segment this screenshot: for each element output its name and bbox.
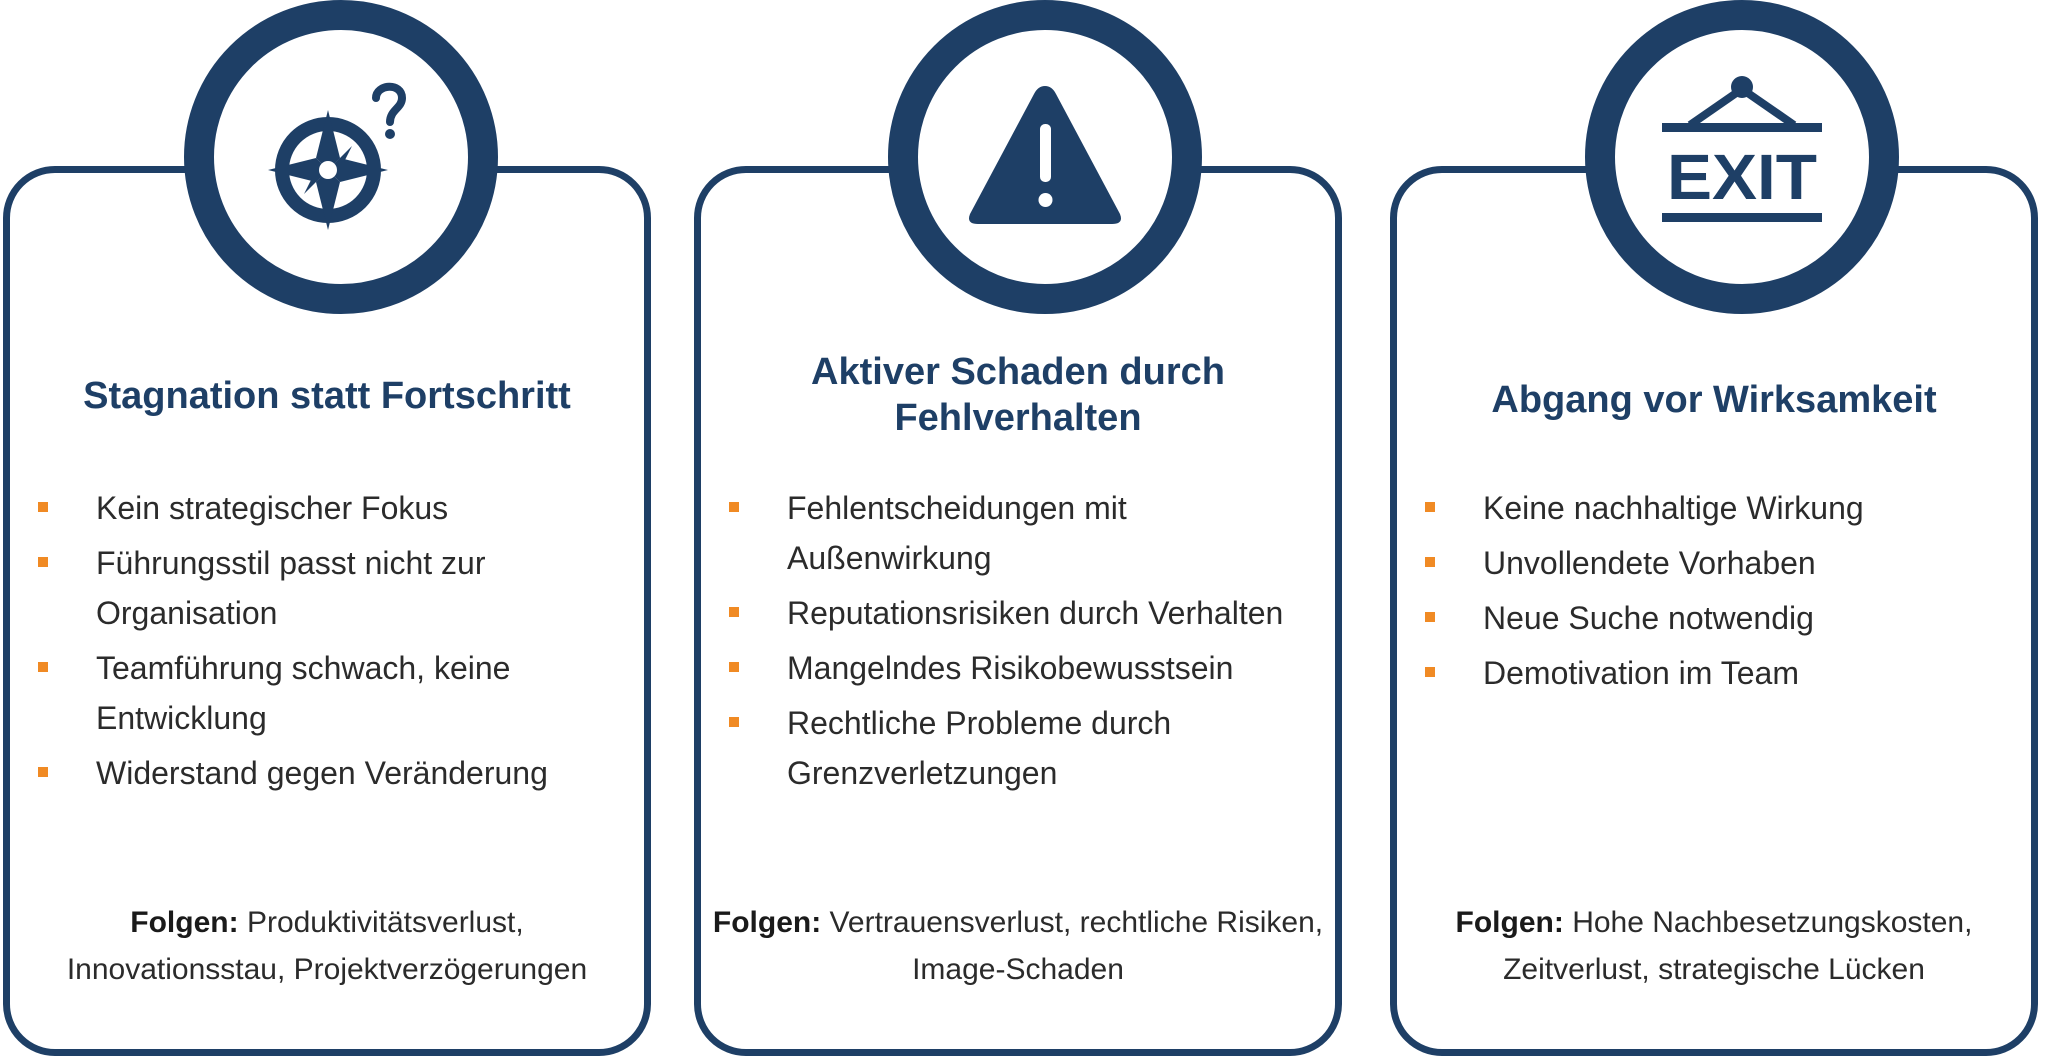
bullet-marker (1425, 557, 1435, 567)
bullet-marker (729, 502, 739, 512)
list-item: Reputationsrisiken durch Verhalten (729, 588, 1317, 638)
bullet-marker (38, 502, 48, 512)
bullet-marker (38, 662, 48, 672)
bullet-list (1425, 483, 2013, 703)
bullet-marker (729, 717, 739, 727)
bullet-marker (38, 557, 48, 567)
list-item: Mangelndes Risikobewusstsein (729, 643, 1317, 693)
exit-sign-icon (1652, 67, 1832, 247)
consequence-text: Folgen: Vertrauensverlust, rechtliche Risiken, Image-Schaden (712, 906, 1324, 986)
compass-question-icon (256, 72, 426, 242)
card-title: Aktiver Schaden durch Fehlverhalten (811, 351, 1225, 439)
list-item: Teamführung schwach, keine Entwicklung (38, 643, 626, 743)
consequence-text: Folgen: Hohe Nachbesetzungskosten, Zeitverlust, strategische Lücken (1455, 906, 1973, 986)
card-title: Abgang vor Wirksamkeit (1491, 379, 1937, 421)
list-item: Neue Suche notwendig (1425, 593, 2013, 643)
icon-badge (184, 0, 498, 314)
bullet-marker (729, 662, 739, 672)
list-item: Fehlentscheidungen mit Außenwirkung (729, 483, 1317, 583)
list-item: Widerstand gegen Veränderung (38, 748, 626, 798)
list-item: Keine nachhaltige Wirkung (1425, 483, 2013, 533)
bullet-marker (1425, 667, 1435, 677)
list-item: Unvollendete Vorhaben (1425, 538, 2013, 588)
consequence-label: Folgen: (712, 906, 822, 939)
consequence-text: Folgen: Produktivitätsverlust, Innovationsstau, Projektverzögerungen (66, 906, 588, 986)
bullet-marker (38, 767, 48, 777)
bullet-list (38, 483, 626, 803)
icon-badge (888, 0, 1202, 314)
consequence-label: Folgen: (1455, 906, 1564, 939)
bullet-marker (729, 607, 739, 617)
bullet-list (729, 483, 1317, 803)
card-title: Stagnation statt Fortschritt (83, 375, 571, 417)
list-item: Führungsstil passt nicht zur Organisation (38, 538, 626, 638)
warning-triangle-icon (960, 72, 1130, 242)
consequence-label: Folgen: (130, 906, 239, 939)
bullet-marker (1425, 502, 1435, 512)
icon-badge (1585, 0, 1899, 314)
list-item: Kein strategischer Fokus (38, 483, 626, 533)
list-item: Rechtliche Probleme durch Grenzverletzungen (729, 698, 1317, 798)
bullet-marker (1425, 612, 1435, 622)
list-item: Demotivation im Team (1425, 648, 2013, 698)
exit-sign-text: EXIT (1667, 141, 1817, 213)
